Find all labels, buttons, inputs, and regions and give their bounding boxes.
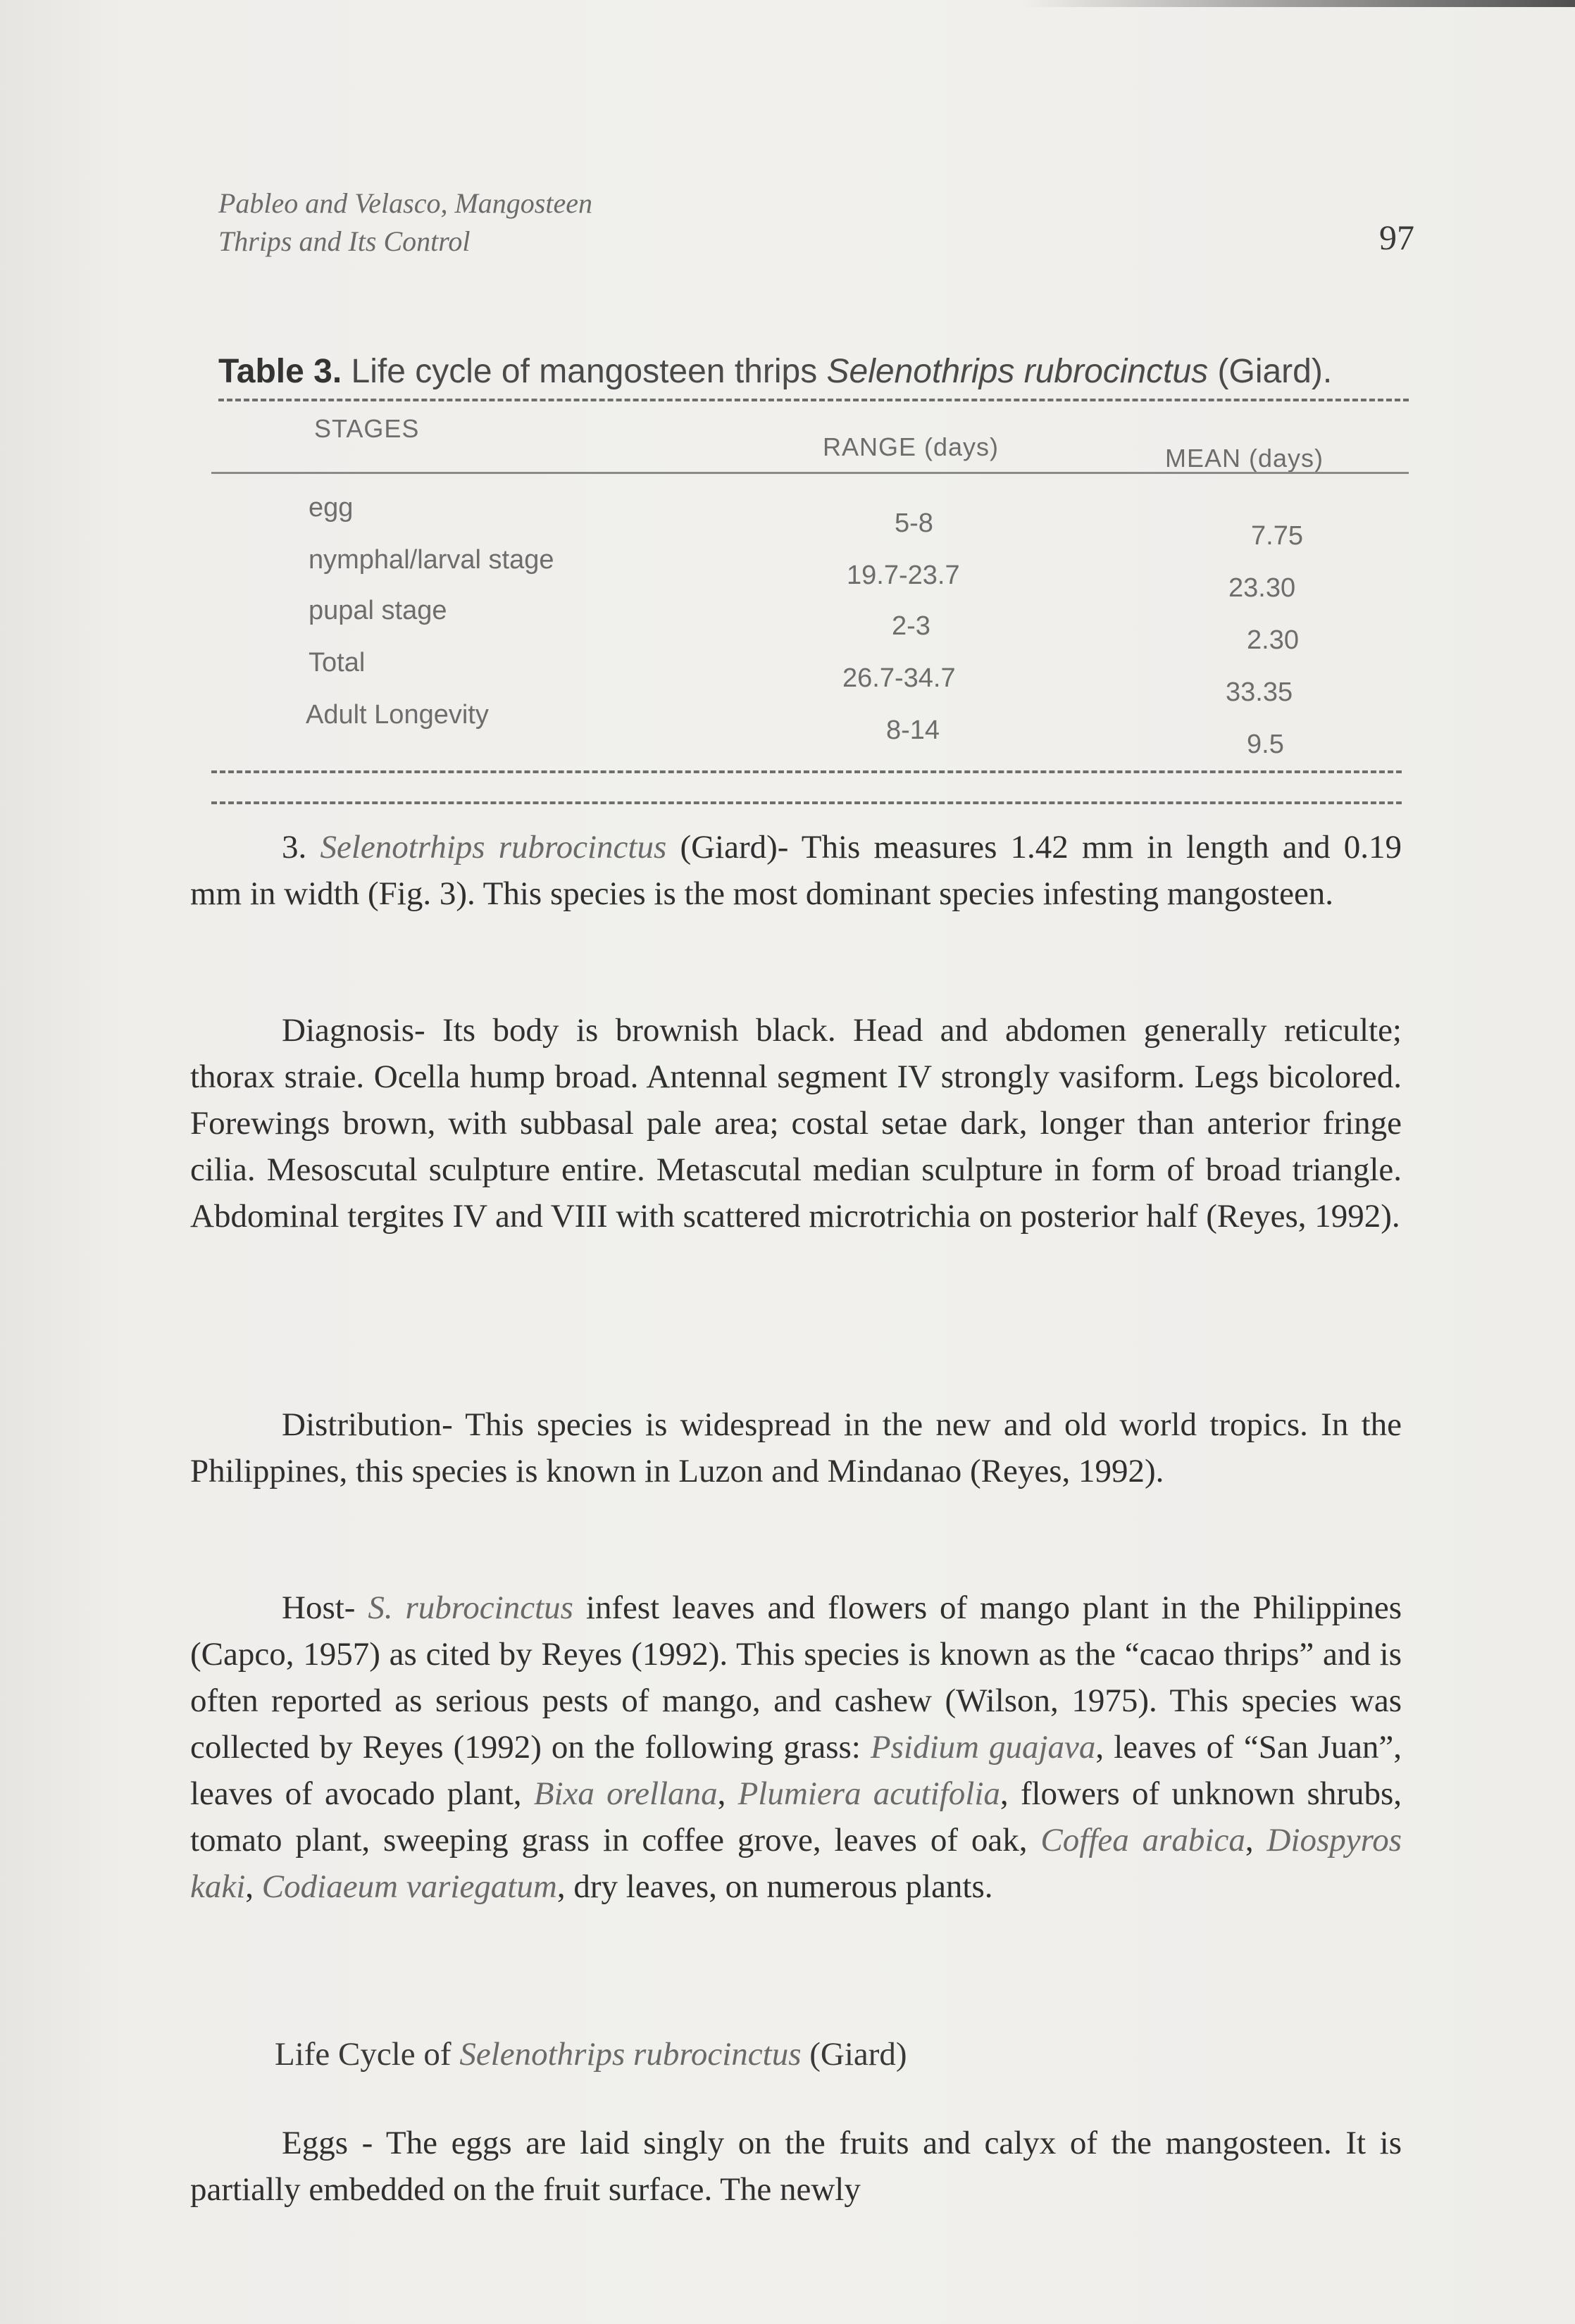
table-bottom-rule-2 (211, 801, 1402, 804)
table-cell: 9.5 (1247, 730, 1284, 759)
table-cell: pupal stage (309, 596, 447, 625)
eggs-text: Eggs - The eggs are laid singly on the fruits and calyx of the mangosteen. It is partially embedded on the fruit surface. The newly (190, 2125, 1402, 2208)
host-species: S. rubrocinctus (368, 1589, 573, 1626)
host-text: , leaves of “San Juan”, leaves of avocado plant, (190, 1729, 1402, 1812)
species-name: Selenotrhips rubrocinctus (320, 829, 667, 866)
table-caption-label: Table 3. (218, 353, 342, 390)
table-cell: 5-8 (895, 508, 933, 538)
life-cycle-heading-lead: Life Cycle of (275, 2036, 460, 2073)
table-caption (218, 352, 1416, 391)
table-cell: nymphal/larval stage (309, 545, 554, 575)
host-text: , dry leaves, on numerous plants. (556, 1868, 993, 1905)
table-cell: 33.35 (1226, 677, 1293, 707)
table-cell: 19.7-23.7 (847, 561, 960, 590)
host-lead: Host- (282, 1589, 368, 1626)
table-cell: Adult Longevity (306, 700, 489, 730)
host-species: Plumiera acutifolia (737, 1775, 1000, 1812)
table-header-range: RANGE (days) (823, 432, 1000, 461)
host-text: , (245, 1868, 262, 1905)
host-text: , flowers of unknown shrubs, tomato plant, sweeping grass in coffee grove, leaves of oak, (190, 1775, 1402, 1858)
paragraph-species (190, 824, 1402, 917)
table-header-rule (211, 472, 1409, 474)
paragraph-distribution (190, 1401, 1402, 1494)
table-caption-text: Life cycle of mangosteen thrips (342, 353, 827, 390)
table-cell: 23.30 (1228, 573, 1296, 603)
table-top-rule (218, 399, 1409, 401)
host-species: Codiaeum variegatum (261, 1868, 557, 1905)
life-cycle-heading-species: Selenothrips rubrocinctus (459, 2036, 802, 2073)
table-caption-author: (Giard). (1208, 353, 1333, 390)
scan-edge-shadow (1021, 0, 1575, 7)
species-number: 3. (282, 829, 320, 866)
species-text: (Giard)- This measures 1.42 mm in length and 0.19 mm in width (Fig. 3). This species is the most dominant species infesting mangosteen. (190, 829, 1402, 912)
running-head (218, 185, 592, 261)
table-cell: 2-3 (892, 611, 930, 641)
table-cell: 7.75 (1251, 521, 1303, 551)
table-header-mean: MEAN (days) (1165, 444, 1324, 473)
paragraph-diagnosis (190, 1007, 1402, 1239)
distribution-text: Distribution- This species is widespread in the new and old world tropics. In the Philippines, this species is known in Luzon and Mindanao (Reyes, 1992). (190, 1406, 1402, 1489)
diagnosis-text: Diagnosis- Its body is brownish black. Head and abdomen generally reticulte; thorax straie. Ocella hump broad. Antennal segment IV strongly vasiform. Legs bicolored. Forewings brown, with subbasal pale area; costal setae dark, longer than anterior fringe cilia. Mesoscutal sculpture entire. Metascutal median sculpture in form of broad triangle. Abdominal tergites IV and VIII with scattered microtrichia on posterior half (Reyes, 1992). (190, 1012, 1402, 1235)
table-cell: 2.30 (1247, 625, 1299, 655)
table-cell: egg (309, 493, 354, 523)
life-cycle-heading-tail: (Giard) (801, 2036, 907, 2073)
paragraph-eggs (190, 2120, 1402, 2213)
life-cycle-heading (275, 2035, 907, 2073)
table-cell: Total (309, 648, 366, 677)
host-species: Diospyros kaki (190, 1822, 1402, 1905)
table-cell: 26.7-34.7 (842, 663, 956, 693)
table-cell: 8-14 (886, 716, 940, 745)
running-head-line-1: Pableo and Velasco, Mangosteen (218, 187, 592, 219)
paragraph-host (190, 1585, 1402, 1910)
host-text: infest leaves and flowers of mango plant in the Philippines (Capco, 1957) as cited by Reyes (1992). This species is known as the “cacao thrips” and is often reported as serious pests of mango, and cashew (Wilson, 1975). This species was collected by Reyes (1992) on the following grass: (190, 1589, 1402, 1766)
table-bottom-rule (211, 770, 1402, 773)
host-text: , (717, 1775, 738, 1812)
host-species: Psidium guajava (870, 1729, 1096, 1766)
table-header-stages: STAGES (314, 414, 420, 443)
host-species: Coffea arabica (1040, 1822, 1245, 1858)
running-head-line-2: Thrips and Its Control (218, 225, 471, 257)
table-caption-species: Selenothrips rubrocinctus (826, 353, 1209, 390)
host-text: , (1245, 1822, 1267, 1858)
page-number: 97 (1379, 218, 1414, 257)
host-species: Bixa orellana (533, 1775, 718, 1812)
